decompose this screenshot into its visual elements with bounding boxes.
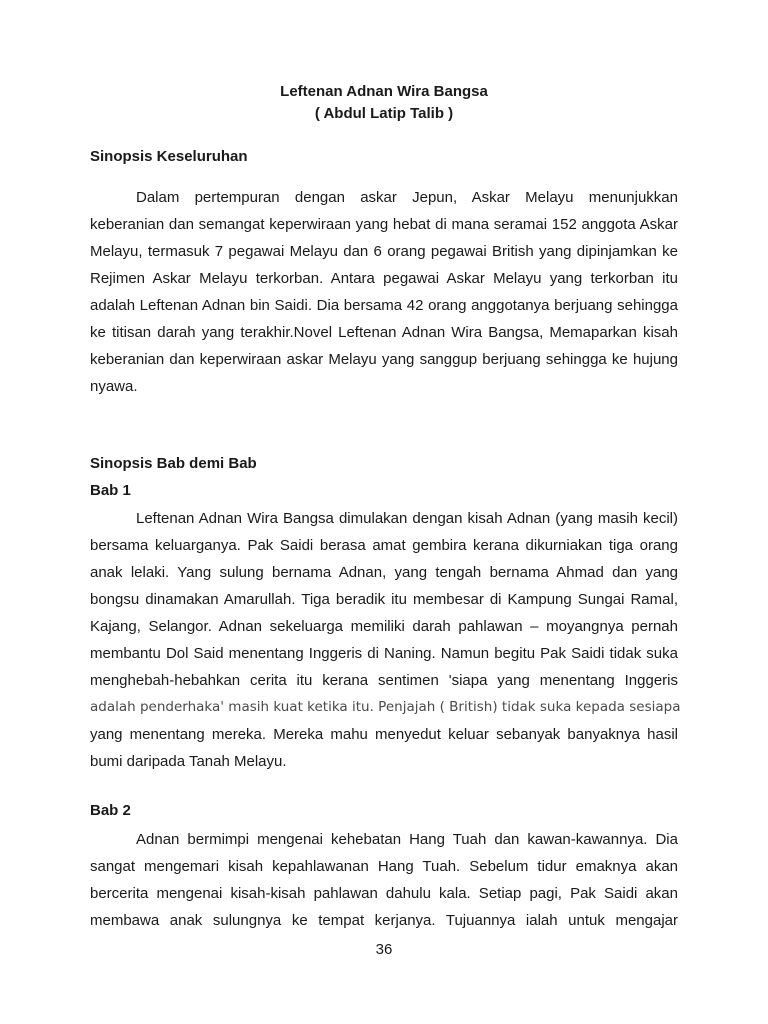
paragraph-line: Melayu, termasuk 7 pegawai Melayu dan 6 orang pegawai British yang dipinjamkan ke xyxy=(90,243,678,260)
paragraph-line: membantu Dol Said menentang Inggeris di Naning. Namun begitu Pak Saidi tidak suka xyxy=(90,645,678,662)
paragraph-line: adalah penderhaka' masih kuat ketika itu. Penjajah ( British) tidak suka kepada sesiapa xyxy=(90,699,681,715)
paragraph-line: bersama keluarganya. Pak Saidi berasa amat gembira kerana dikurniakan tiga orang xyxy=(90,537,678,554)
paragraph-line: menghebah-hebahkan cerita itu kerana sentimen 'siapa yang menentang Inggeris xyxy=(90,672,678,689)
document-title: Leftenan Adnan Wira Bangsa xyxy=(280,83,488,100)
paragraph-line: Leftenan Adnan Wira Bangsa dimulakan dengan kisah Adnan (yang masih kecil) xyxy=(136,510,678,527)
paragraph-overall xyxy=(90,184,678,400)
paragraph-line: Rejimen Askar Melayu terkorban. Antara pegawai Askar Melayu yang terkorban itu xyxy=(90,270,678,287)
paragraph-bab-2 xyxy=(90,826,678,934)
heading-bab-2: Bab 2 xyxy=(90,802,131,819)
paragraph-line: Adnan bermimpi mengenai kehebatan Hang Tuah dan kawan-kawannya. Dia xyxy=(136,831,678,848)
paragraph-line: bongsu dinamakan Amarullah. Tiga beradik itu membesar di Kampung Sungai Ramal, xyxy=(90,591,678,608)
paragraph-line: membawa anak sulungnya ke tempat kerjanya. Tujuannya ialah untuk mengajar xyxy=(90,912,678,929)
heading-bab-1: Bab 1 xyxy=(90,482,131,499)
heading-sinopsis-bab-demi-bab: Sinopsis Bab demi Bab xyxy=(90,455,257,472)
paragraph-line: Dalam pertempuran dengan askar Jepun, Askar Melayu menunjukkan xyxy=(136,189,678,206)
paragraph-line: adalah Leftenan Adnan bin Saidi. Dia bersama 42 orang anggotanya berjuang sehingga xyxy=(90,297,678,314)
document-author: ( Abdul Latip Talib ) xyxy=(314,105,454,122)
paragraph-line: keberanian dan semangat keperwiraan yang hebat di mana seramai 152 anggota Askar xyxy=(90,216,678,233)
paragraph-line: yang menentang mereka. Mereka mahu menyedut keluar sebanyak banyaknya hasil xyxy=(90,726,678,743)
heading-sinopsis-keseluruhan: Sinopsis Keseluruhan xyxy=(90,148,248,165)
paragraph-line: nyawa. xyxy=(90,378,138,395)
paragraph-line: bercerita mengenai kisah-kisah pahlawan dahulu kala. Setiap pagi, Pak Saidi akan xyxy=(90,885,678,902)
paragraph-line: sangat mengemari kisah kepahlawanan Hang Tuah. Sebelum tidur emaknya akan xyxy=(90,858,678,875)
paragraph-line: bumi daripada Tanah Melayu. xyxy=(90,753,287,770)
paragraph-bab-1 xyxy=(90,505,681,775)
paragraph-line: Kajang, Selangor. Adnan sekeluarga memiliki darah pahlawan – moyangnya pernah xyxy=(90,618,678,635)
paragraph-line: anak lelaki. Yang sulung bernama Adnan, yang tengah bernama Ahmad dan yang xyxy=(90,564,678,581)
paragraph-line: ke titisan darah yang terakhir.Novel Leftenan Adnan Wira Bangsa, Memaparkan kisah xyxy=(90,324,678,341)
paragraph-line: keberanian dan keperwiraan askar Melayu yang sanggup berjuang sehingga ke hujung xyxy=(90,351,678,368)
page-number: 36 xyxy=(375,941,393,958)
